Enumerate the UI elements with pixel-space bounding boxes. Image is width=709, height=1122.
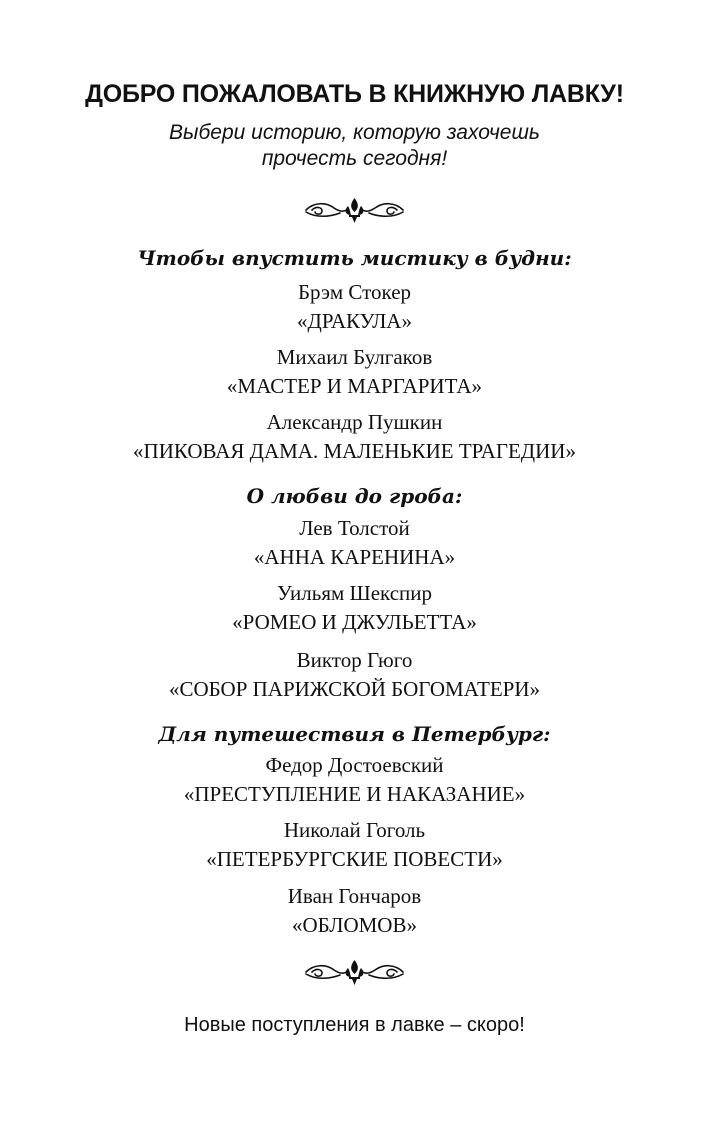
book-entry bbox=[0, 408, 709, 466]
footer-note: Новые поступления в лавке – скоро! bbox=[184, 1014, 525, 1036]
book-author: Федор Достоевский bbox=[265, 753, 444, 777]
fleuron-ornament-icon bbox=[304, 958, 405, 986]
book-entry bbox=[0, 278, 709, 336]
book-entry bbox=[0, 882, 709, 940]
book-title: «ПЕТЕРБУРГСКИЕ ПОВЕСТИ» bbox=[206, 847, 503, 871]
book-title: «ДРАКУЛА» bbox=[297, 309, 412, 333]
book-author: Николай Гоголь bbox=[283, 818, 426, 842]
section-heading-petersburg: Для путешествия в Петербург: bbox=[158, 722, 551, 746]
book-title: «РОМЕО И ДЖУЛЬЕТТА» bbox=[232, 610, 477, 634]
book-author: Михаил Булгаков bbox=[276, 345, 433, 369]
book-title: «ПРЕСТУПЛЕНИЕ И НАКАЗАНИЕ» bbox=[183, 782, 526, 806]
book-author: Лев Толстой bbox=[299, 516, 410, 540]
subtitle-line-2: прочесть сегодня! bbox=[261, 147, 448, 170]
book-entry bbox=[0, 579, 709, 637]
book-title: «ОБЛОМОВ» bbox=[292, 913, 417, 937]
book-entry bbox=[0, 343, 709, 401]
book-title: «ПИКОВАЯ ДАМА. МАЛЕНЬКИЕ ТРАГЕДИИ» bbox=[133, 439, 576, 463]
book-author: Брэм Стокер bbox=[297, 280, 412, 304]
book-entry bbox=[0, 646, 709, 704]
section-heading-love: О любви до гроба: bbox=[246, 484, 463, 508]
book-author: Виктор Гюго bbox=[296, 648, 413, 672]
book-entry bbox=[0, 514, 709, 572]
book-title: «АННА КАРЕНИНА» bbox=[253, 545, 456, 569]
book-entry bbox=[0, 751, 709, 809]
book-author: Уильям Шекспир bbox=[277, 581, 432, 605]
fleuron-ornament-icon bbox=[304, 196, 405, 224]
book-entry bbox=[0, 816, 709, 874]
book-author: Иван Гончаров bbox=[287, 884, 422, 908]
subtitle bbox=[0, 120, 709, 172]
book-author: Александр Пушкин bbox=[266, 410, 443, 434]
subtitle-line-1: Выбери историю, которую захочешь bbox=[169, 121, 540, 144]
book-title: «МАСТЕР И МАРГАРИТА» bbox=[226, 374, 483, 398]
page-title: ДОБРО ПОЖАЛОВАТЬ В КНИЖНУЮ ЛАВКУ! bbox=[85, 80, 624, 108]
section-heading-mystic: Чтобы впустить мистику в будни: bbox=[137, 246, 572, 270]
book-title: «СОБОР ПАРИЖСКОЙ БОГОМАТЕРИ» bbox=[168, 677, 541, 701]
